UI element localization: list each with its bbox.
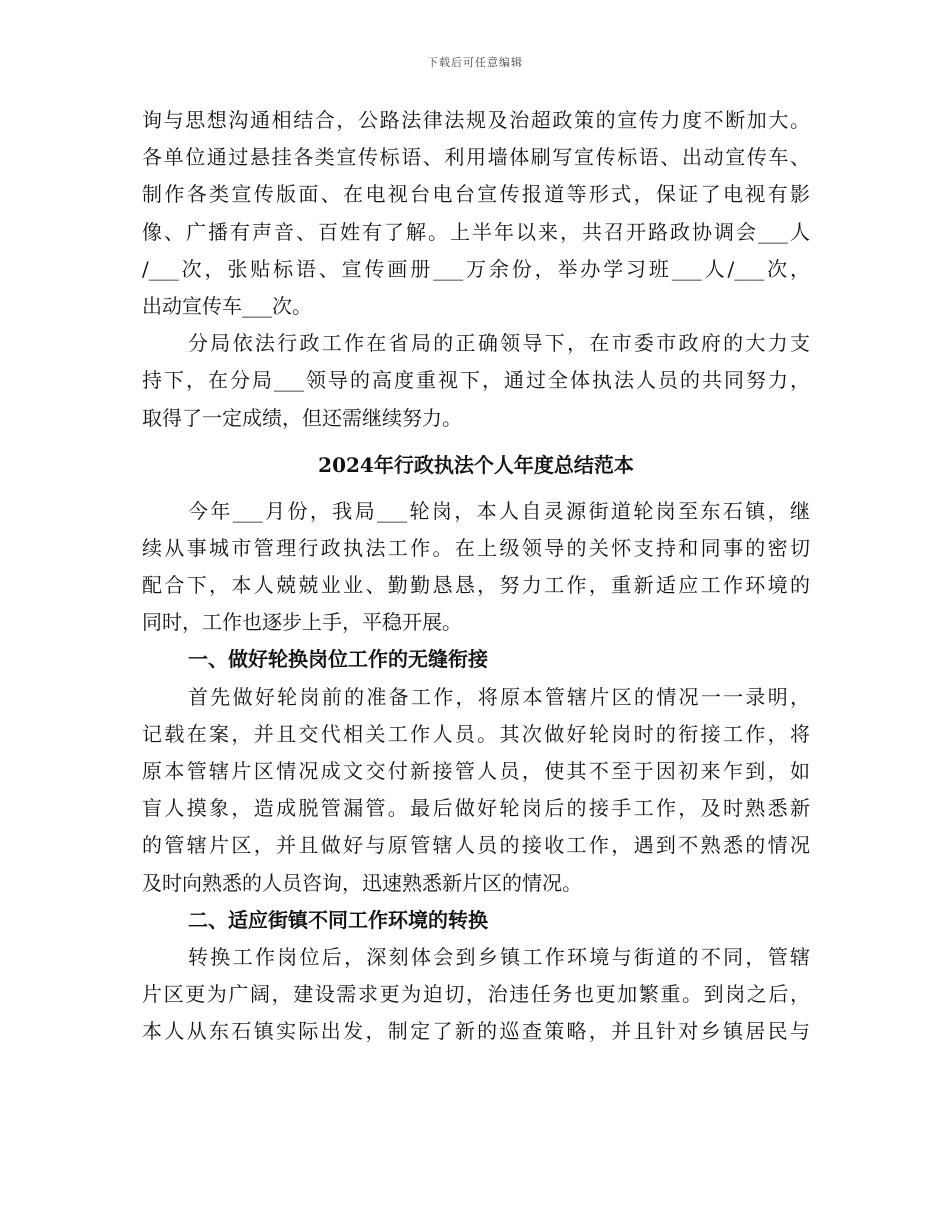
text-line: 本人从东石镇实际出发，制定了新的巡查策略，并且针对乡镇居民与 <box>142 1019 810 1044</box>
text-line: 首先做好轮岗前的准备工作，将原本管辖片区的情况一一录明， <box>188 684 810 709</box>
text-line: 配合下，本人兢兢业业、勤勤恳恳，努力工作，重新适应工作环境的 <box>142 573 810 598</box>
text-line: 各单位通过悬挂各类宣传标语、利用墙体刷写宣传标语、出动宣传车、 <box>142 145 810 170</box>
paragraph-environment <box>142 939 810 1051</box>
paragraph-conclusion <box>142 325 810 437</box>
text-line: 同时，工作也逐步上手，平稳开展。 <box>142 610 462 635</box>
document-title: 2024年行政执法个人年度总结范本 <box>318 452 634 477</box>
page-header-note: 下载后可任意编辑 <box>427 56 523 69</box>
section-heading-1: 一、做好轮换岗位工作的无缝衔接 <box>188 647 488 672</box>
text-line: 原本管辖片区情况成文交付新接管人员，使其不至于因初来乍到，如 <box>142 759 810 783</box>
text-line: 像、广播有声音、百姓有了解。上半年以来，共召开路政协调会___人 <box>142 219 810 244</box>
text-line: 记载在案，并且交代相关工作人员。其次做好轮岗时的衔接工作，将 <box>142 721 810 746</box>
text-line: 取得了一定成绩，但还需继续努力。 <box>142 405 462 430</box>
paragraph-rotation <box>142 679 810 902</box>
text-line: 制作各类宣传版面、在电视台电台宣传报道等形式，保证了电视有影 <box>142 182 810 207</box>
paragraph-intro <box>142 493 810 642</box>
text-line: 盲人摸象，造成脱管漏管。最后做好轮岗后的接手工作，及时熟悉新 <box>142 796 810 821</box>
text-line: /___次，张贴标语、宣传画册___万余份，举办学习班___人/___次， <box>142 256 810 281</box>
text-line: 持下，在分局___领导的高度重视下，通过全体执法人员的共同努力， <box>142 368 810 393</box>
document-body <box>142 102 810 1051</box>
paragraph-publicity <box>142 102 810 325</box>
text-line: 出动宣传车___次。 <box>142 293 312 318</box>
text-line: 的管辖片区，并且做好与原管辖人员的接收工作，遇到不熟悉的情况 <box>142 833 810 858</box>
section-heading-2: 二、适应街镇不同工作环境的转换 <box>188 907 488 932</box>
text-line: 续从事城市管理行政执法工作。在上级领导的关怀支持和同事的密切 <box>142 535 810 560</box>
text-line: 转换工作岗位后，深刻体会到乡镇工作环境与街道的不同，管辖 <box>188 944 810 969</box>
text-line: 今年___月份，我局___轮岗，本人自灵源街道轮岗至东石镇，继 <box>188 498 810 523</box>
text-line: 分局依法行政工作在省局的正确领导下，在市委市政府的大力支 <box>188 331 810 356</box>
text-line: 询与思想沟通相结合，公路法律法规及治超政策的宣传力度不断加大。 <box>142 108 810 132</box>
text-line: 片区更为广阔，建设需求更为迫切，治违任务也更加繁重。到岗之后， <box>142 982 810 1007</box>
text-line: 及时向熟悉的人员咨询，迅速熟悉新片区的情况。 <box>142 870 582 895</box>
